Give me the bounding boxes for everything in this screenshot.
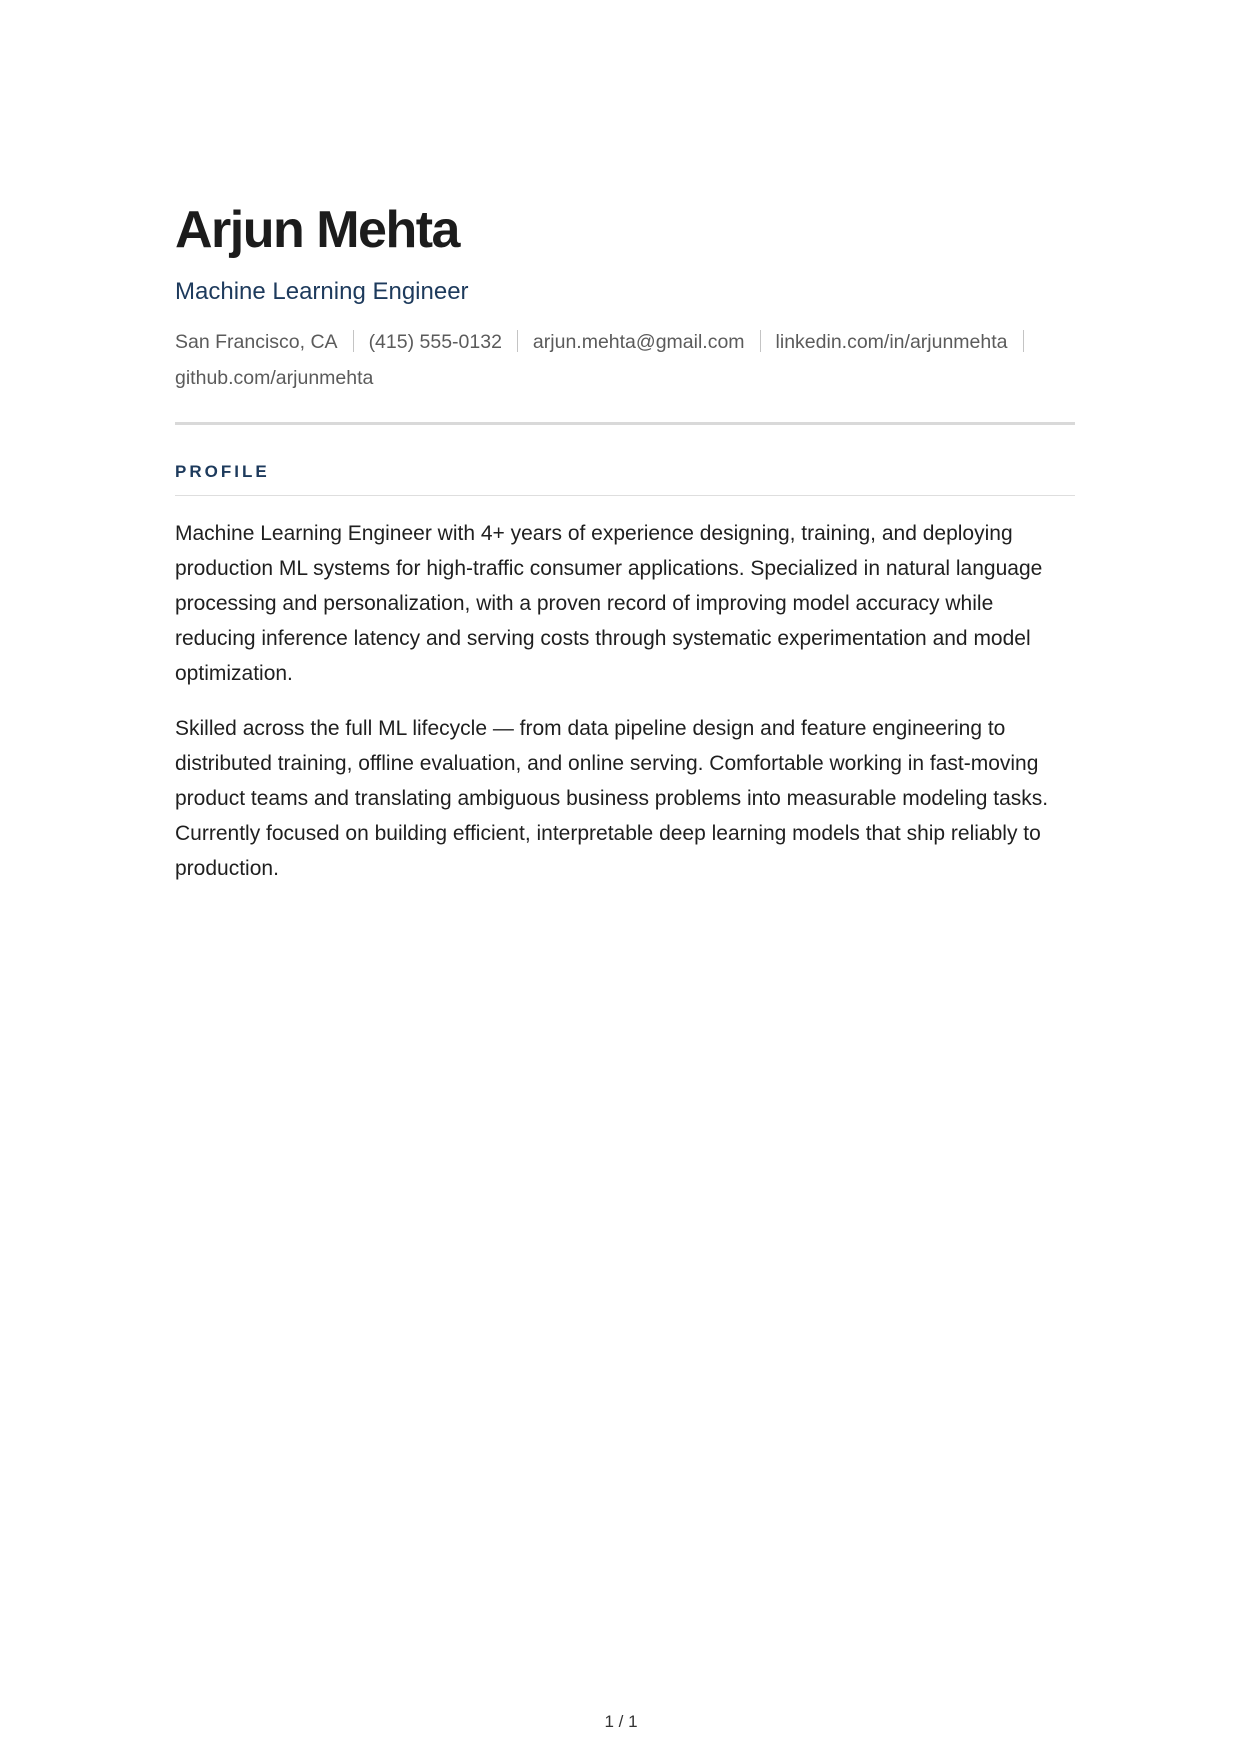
contact-separator — [1023, 330, 1024, 352]
contact-separator — [517, 330, 518, 352]
resume-page — [175, 196, 1075, 886]
contact-email[interactable]: arjun.mehta@gmail.com — [532, 331, 745, 353]
page-number: 1 / 1 — [604, 1712, 638, 1731]
profile-heading: PROFILE — [175, 462, 270, 481]
profile-divider — [175, 495, 1075, 496]
job-title: Machine Learning Engineer — [175, 278, 469, 305]
header-divider — [175, 422, 1075, 425]
candidate-name: Arjun Mehta — [175, 201, 459, 259]
contact-github[interactable]: github.com/arjunmehta — [175, 367, 374, 389]
contact-separator — [760, 330, 761, 352]
contact-line — [175, 324, 1075, 396]
contact-phone: (415) 555-0132 — [368, 331, 502, 353]
contact-location: San Francisco, CA — [175, 331, 338, 353]
profile-paragraph: Machine Learning Engineer with 4+ years of experience designing, training, and deploying production ML systems for high-traffic consumer applications. Specialized in natural language processing and personalization, with a proven record of improving model accuracy while reducing inference latency and serving costs through systematic experimentation and model optimization. — [175, 522, 1043, 685]
contact-separator — [353, 330, 354, 352]
contact-linkedin[interactable]: linkedin.com/in/arjunmehta — [775, 331, 1008, 353]
profile-paragraph: Skilled across the full ML lifecycle — from data pipeline design and feature engineering to distributed training, offline evaluation, and online serving. Comfortable working in fast-moving product teams and translating ambiguous business problems into measurable modeling tasks. Currently focused on building efficient, interpretable deep learning models that ship reliably to production. — [175, 717, 1049, 880]
